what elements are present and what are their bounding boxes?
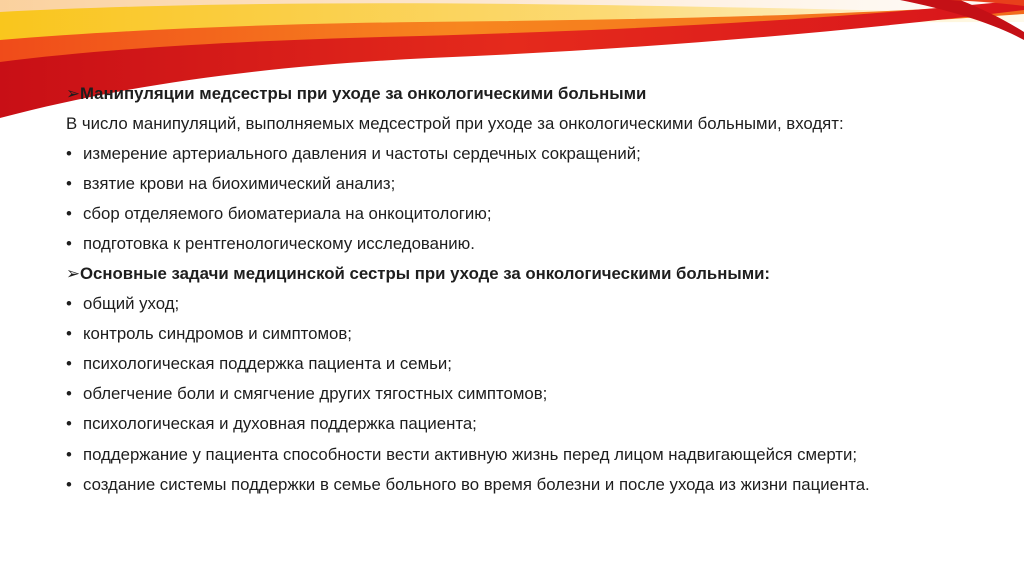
section-heading-tasks [64,259,964,289]
list-item [64,139,964,169]
list-item [64,409,964,439]
bullet-dot-icon: • [66,144,72,163]
list-item [64,289,964,319]
list-item [64,199,964,229]
intro-paragraph: В число манипуляций, выполняемых медсестрой при уходе за онкологическими больными, входят: [66,114,844,133]
list-item-text: психологическая поддержка пациента и семьи; [83,354,452,373]
list-item-text: психологическая и духовная поддержка пациента; [83,414,477,433]
bullet-dot-icon: • [66,414,72,433]
bullet-dot-icon: • [66,324,72,343]
bullet-dot-icon: • [66,384,72,403]
slide-content [64,79,964,499]
section-heading-manipulations [64,79,964,109]
bullet-dot-icon: • [66,294,72,313]
arrow-bullet-icon: ➢ [66,264,81,283]
bullet-dot-icon: • [66,234,72,253]
bullet-dot-icon: • [66,354,72,373]
bullet-dot-icon: • [66,475,72,494]
list-item [64,469,943,499]
list-item [64,319,964,349]
list-item-text: подготовка к рентгенологическому исследованию. [83,234,475,253]
list-item-text: измерение артериального давления и частоты сердечных сокращений; [83,144,641,163]
list-item-text: сбор отделяемого биоматериала на онкоцитологию; [83,204,492,223]
list-item-text: облегчение боли и смягчение других тягостных симптомов; [83,384,548,403]
arrow-bullet-icon: ➢ [66,84,81,103]
list-item [64,169,964,199]
bullet-dot-icon: • [66,174,72,193]
list-item [64,349,964,379]
list-item-text: общий уход; [83,294,180,313]
list-item-text: создание системы поддержки в семье больного во время болезни и после ухода из жизни пациента. [83,475,870,494]
list-item-text: поддержание у пациента способности вести активную жизнь перед лицом надвигающейся смерти; [83,445,858,464]
heading-text: Манипуляции медсестры при уходе за онкологическими больными [80,84,647,103]
list-item [64,379,964,409]
heading-text: Основные задачи медицинской сестры при уходе за онкологическими больными: [80,264,771,283]
bullet-dot-icon: • [66,204,72,223]
list-item [64,229,964,259]
list-item [64,439,943,469]
list-item-text: взятие крови на биохимический анализ; [83,174,396,193]
list-item-text: контроль синдромов и симптомов; [83,324,352,343]
bullet-dot-icon: • [66,445,72,464]
